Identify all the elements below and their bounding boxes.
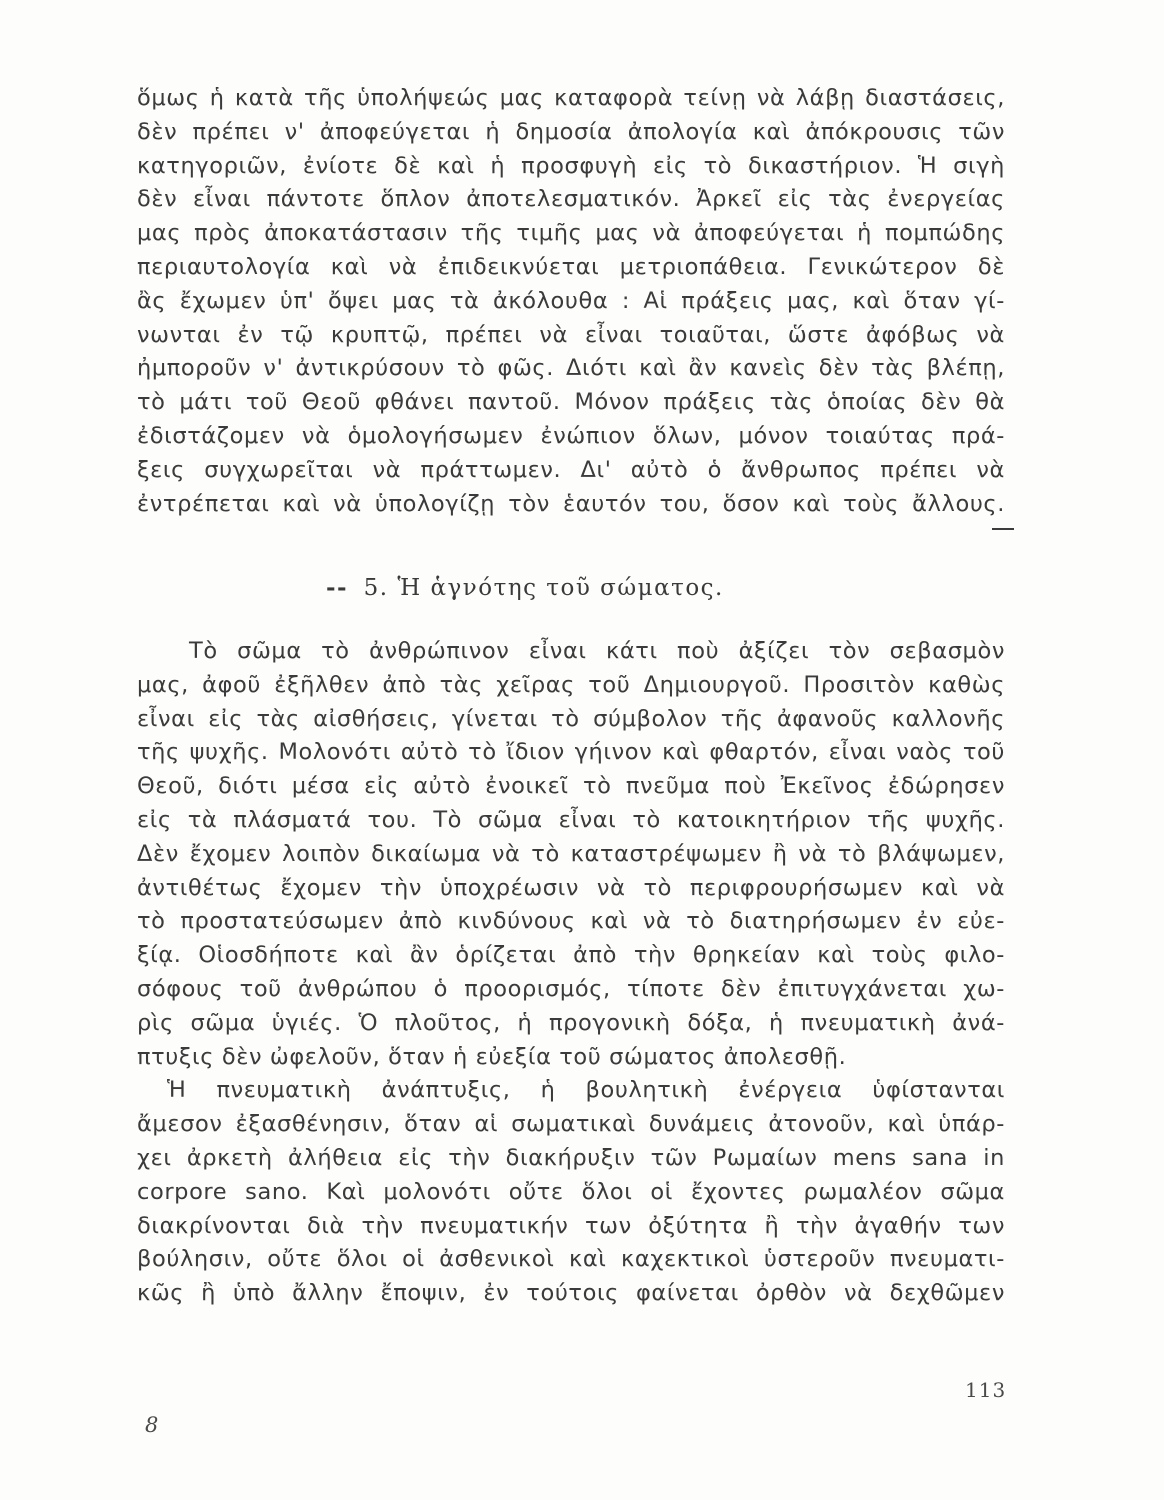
- text-line: νωνται ἐν τῷ κρυπτῷ, πρέπει νὰ εἶναι τοιαῦται, ὥστε ἀφόβως νὰ: [137, 321, 1005, 348]
- text-line: τῆς ψυχῆς. Μολονότι αὐτὸ τὸ ἴδιον γήινον καὶ φθαρτόν, εἶναι ναὸς τοῦ: [137, 739, 1005, 766]
- text-line: πτυξις δὲν ὠφελοῦν, ὅταν ἡ εὐεξία τοῦ σώματος ἀπολεσθῇ.: [137, 1043, 847, 1070]
- text-line: εἰς τὰ πλάσματά του. Τὸ σῶμα εἶναι τὸ κατοικητήριον τῆς ψυχῆς.: [137, 806, 1005, 833]
- text-line: σόφους τοῦ ἀνθρώπου ὁ προορισμός, τίποτε δὲν ἐπιτυγχάνεται χω-: [137, 975, 1005, 1002]
- text-line: Ἡ πνευματικὴ ἀνάπτυξις, ἡ βουλητικὴ ἐνέργεια ὑφίστανται: [167, 1077, 1005, 1104]
- heading-title: 5. Ἡ ἁγνότης τοῦ σώματος.: [363, 575, 724, 601]
- section-heading: [326, 574, 724, 601]
- text-line: ξεις συγχωρεῖται νὰ πράττωμεν. Δι' αὐτὸ ὁ ἄνθρωπος πρέπει νὰ: [137, 456, 1005, 483]
- text-line: ἠμποροῦν ν' ἀντικρύσουν τὸ φῶς. Διότι καὶ ἂν κανεὶς δὲν τὰς βλέπῃ,: [137, 355, 1005, 382]
- text-line: ἐδιστάζομεν νὰ ὁμολογήσωμεν ἐνώπιον ὅλων, μόνον τοιαύτας πρά-: [137, 422, 1005, 449]
- text-line: χει ἀρκετὴ ἀλήθεια εἰς τὴν διακήρυξιν τῶν Ρωμαίων mens sana in: [137, 1144, 1005, 1171]
- text-line: Θεοῦ, διότι μέσα εἰς αὐτὸ ἐνοικεῖ τὸ πνεῦμα ποὺ Ἐκεῖνος ἐδώρησεν: [137, 773, 1005, 800]
- text-line: ὅμως ἡ κατὰ τῆς ὑπολήψεώς μας καταφορὰ τείνῃ νὰ λάβῃ διαστάσεις,: [137, 85, 1005, 111]
- page-number: 113: [965, 1378, 1007, 1402]
- text-line: κατηγοριῶν, ἐνίοτε δὲ καὶ ἡ προσφυγὴ εἰς τὸ δικαστήριον. Ἡ σιγὴ: [137, 152, 1005, 179]
- text-line: ξίᾳ. Οἱοσδήποτε καὶ ἂν ὁρίζεται ἀπὸ τὴν θρηκείαν καὶ τοὺς φιλο-: [137, 942, 1005, 969]
- text-line: βούλησιν, οὔτε ὅλοι οἱ ἀσθενικοὶ καὶ καχεκτικοὶ ὑστεροῦν πνευματι-: [137, 1246, 1005, 1273]
- text-line: ἂς ἔχωμεν ὑπ' ὄψει μας τὰ ἀκόλουθα : Αἱ πράξεις μας, καὶ ὅταν γί-: [137, 287, 1005, 314]
- text-line: δὲν εἶναι πάντοτε ὅπλον ἀποτελεσματικόν. Ἀρκεῖ εἰς τὰς ἐνεργείας: [137, 186, 1005, 213]
- text-line: ἐντρέπεται καὶ νὰ ὑπολογίζῃ τὸν ἑαυτόν του, ὅσον καὶ τοὺς ἄλλους.: [137, 490, 1005, 517]
- text-line: δὲν πρέπει ν' ἀποφεύγεται ἡ δημοσία ἀπολογία καὶ ἀπόκρουσις τῶν: [137, 118, 1005, 145]
- text-line: Δὲν ἔχομεν λοιπὸν δικαίωμα νὰ τὸ καταστρέψωμεν ἢ νὰ τὸ βλάψωμεν,: [137, 840, 1005, 867]
- text-line: ρὶς σῶμα ὑγιές. Ὁ πλοῦτος, ἡ προγονικὴ δόξα, ἡ πνευματικὴ ἀνά-: [137, 1009, 1005, 1036]
- text-line: περιαυτολογία καὶ νὰ ἐπιδεικνύεται μετριοπάθεια. Γενικώτερον δὲ: [137, 253, 1005, 280]
- text-line: εἶναι εἰς τὰς αἰσθήσεις, γίνεται τὸ σύμβολον τῆς ἀφανοῦς καλλονῆς: [137, 705, 1005, 732]
- text-line: ἀντιθέτως ἔχομεν τὴν ὑποχρέωσιν νὰ τὸ περιφρουρήσωμεν καὶ νὰ: [137, 874, 1005, 901]
- text-line: μας, ἀφοῦ ἐξῆλθεν ἀπὸ τὰς χεῖρας τοῦ Δημιουργοῦ. Προσιτὸν καθὼς: [137, 671, 1005, 698]
- paragraph-2-and-3: [137, 635, 1005, 1311]
- text-line: ἄμεσον ἐξασθένησιν, ὅταν αἱ σωματικαὶ δυνάμεις ἀτονοῦν, καὶ ὑπάρ-: [137, 1111, 1005, 1138]
- signature-mark: 8: [145, 1413, 159, 1437]
- text-line: μας πρὸς ἀποκατάστασιν τῆς τιμῆς μας νὰ ἀποφεύγεται ἡ πομπώδης: [137, 220, 1005, 247]
- text-line: Τὸ σῶμα τὸ ἀνθρώπινον εἶναι κάτι ποὺ ἀξίζει τὸν σεβασμὸν: [189, 638, 1005, 664]
- heading-dash: --: [326, 574, 349, 601]
- text-line: corpore sano. Καὶ μολονότι οὔτε ὅλοι οἱ ἔχοντες ρωμαλέον σῶμα: [137, 1178, 1005, 1205]
- text-line: τὸ μάτι τοῦ Θεοῦ φθάνει παντοῦ. Μόνον πράξεις τὰς ὁποίας δὲν θὰ: [137, 389, 1005, 416]
- section-end-dash: [992, 528, 1014, 530]
- text-line: διακρίνονται διὰ τὴν πνευματικήν των ὀξύτητα ἢ τὴν ἀγαθήν των: [137, 1212, 1005, 1239]
- text-line: κῶς ἢ ὑπὸ ἄλλην ἔποψιν, ἐν τούτοις φαίνεται ὀρθὸν νὰ δεχθῶμεν: [137, 1280, 1005, 1307]
- text-line: τὸ προστατεύσωμεν ἀπὸ κινδύνους καὶ νὰ τὸ διατηρήσωμεν ἐν εὐε-: [137, 908, 1005, 935]
- paragraph-1: [137, 82, 1005, 521]
